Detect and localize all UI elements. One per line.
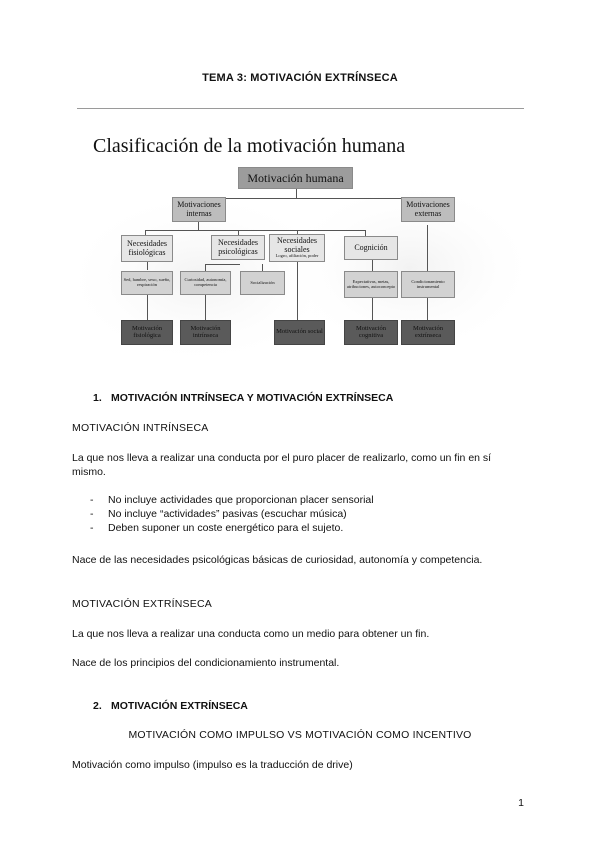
box-motivacion-cognitiva: Motivación cognitiva [344,320,398,345]
connector [262,264,263,271]
connector [205,264,240,265]
header-rule [77,108,524,109]
bullet-dash: - [90,494,94,506]
section2-number: 2. [93,700,102,712]
bullet-dash: - [90,522,94,534]
connector [372,298,373,320]
connector [147,295,148,320]
box-leaf-fisiologicas: Sed, hambre, sexo, sueño, respiración [121,271,173,295]
bullet-item [90,507,347,521]
box-motivacion-fisiologica: Motivación fisiológica [121,320,173,345]
connector [145,230,365,231]
box-motivacion-humana: Motivación humana [238,167,353,189]
subheading-extrinseca: MOTIVACIÓN EXTRÍNSECA [72,598,212,610]
box-leaf-cognicion: Expectativas, metas, atribuciones, autoconcepto [344,271,398,298]
box-motivacion-extrinseca: Motivación extrínseca [401,320,455,345]
connector [296,189,297,198]
bullet-item [90,493,374,507]
paragraph-impulso: Motivación como impulso (impulso es la traducción de drive) [72,759,353,771]
document-header-title: TEMA 3: MOTIVACIÓN EXTRÍNSECA [202,72,398,84]
bullet-text: No incluye actividades que proporcionan placer sensorial [108,494,374,506]
connector [198,222,199,230]
section2-subtitle: MOTIVACIÓN COMO IMPULSO VS MOTIVACIÓN COMO INCENTIVO [128,729,472,741]
box-motivacion-intrinseca: Motivación intrínseca [180,320,231,345]
subheading-intrinseca: MOTIVACIÓN INTRÍNSECA [72,422,209,434]
box-necesidades-sociales-sublabel: Logro, afiliación, poder [275,253,319,259]
connector [427,225,428,271]
connector [205,264,206,271]
section1-heading: MOTIVACIÓN INTRÍNSECA Y MOTIVACIÓN EXTRÍNSECA [111,392,394,404]
connector [147,262,148,270]
box-necesidades-sociales [269,234,325,262]
box-necesidades-sociales-label: Necesidades sociales [277,236,317,254]
paragraph-condicionamiento: Nace de los principios del condicionamiento instrumental. [72,657,340,669]
box-leaf-sociales: Socialización [240,271,285,295]
paragraph-extrinseca: La que nos lleva a realizar una conducta como un medio para obtener un fin. [72,628,430,640]
section1-number: 1. [93,392,102,404]
page-number: 1 [518,797,524,809]
paragraph-intrinseca-line2: mismo. [72,466,106,478]
box-motivaciones-internas: Motivaciones internas [172,197,226,222]
box-motivacion-social: Motivación social [274,320,325,345]
bullet-item [90,521,343,535]
connector [297,262,298,320]
paragraph-intrinseca-line1: La que nos lleva a realizar una conducta por el puro placer de realizarlo, como un fin en sí [72,452,492,464]
box-leaf-externas: Condicionamiento instrumental [401,271,455,298]
connector [205,295,206,320]
paragraph-necesidades: Nace de las necesidades psicológicas básicas de curiosidad, autonomía y competencia. [72,554,483,566]
connector [372,260,373,271]
bullet-dash: - [90,508,94,520]
bullet-text: Deben suponer un coste energético para el sujeto. [108,522,344,534]
bullet-text: No incluye “actividades” pasivas (escuchar música) [108,508,347,520]
box-leaf-psicologicas: Curiosidad, autonomía, competencia [180,271,231,295]
box-cognicion: Cognición [344,236,398,260]
connector [427,298,428,320]
section2-heading: MOTIVACIÓN EXTRÍNSECA [111,700,248,712]
connector [198,198,428,199]
diagram-title: Clasificación de la motivación humana [93,135,406,157]
box-necesidades-psicologicas: Necesidades psicológicas [211,235,265,260]
box-motivaciones-externas: Motivaciones externas [401,197,455,222]
box-necesidades-fisiologicas: Necesidades fisiológicas [121,235,173,262]
